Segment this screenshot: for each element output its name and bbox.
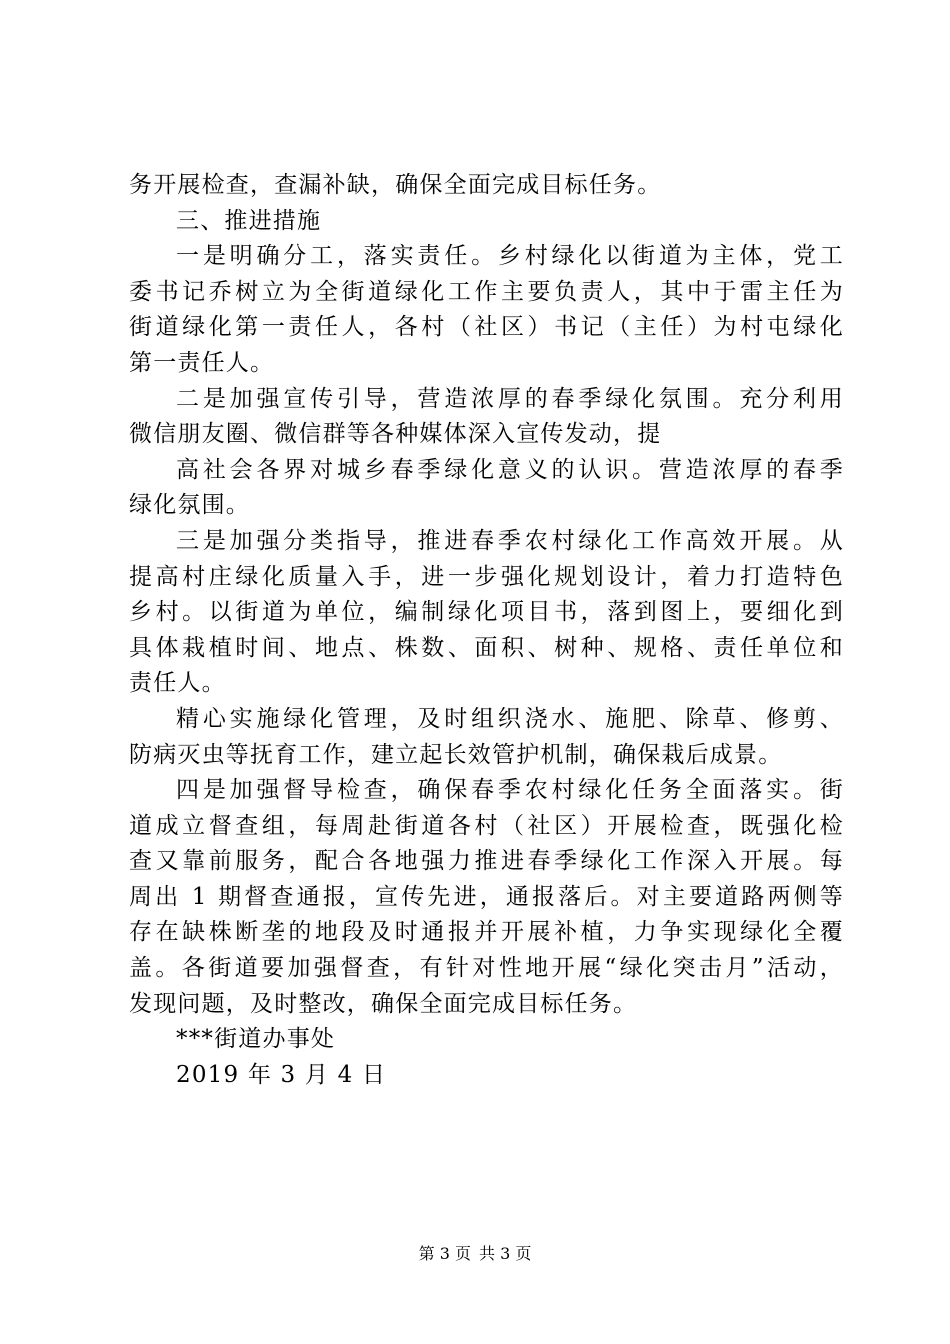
text-line: 道成立督查组，每周赴街道各村（社区）开展检查，既强化检	[129, 812, 844, 839]
text-line: 绿化氛围。	[129, 492, 250, 519]
text-line: 二是加强宣传引导，营造浓厚的春季绿化氛围。充分利用	[176, 385, 844, 412]
text-line: 存在缺株断垄的地段及时通报并开展补植，力争实现绿化全覆	[129, 919, 844, 946]
text-line: 精心实施绿化管理，及时组织浇水、施肥、除草、修剪、	[176, 705, 844, 732]
text-line: 三是加强分类指导，推进春季农村绿化工作高效开展。从	[176, 527, 844, 554]
page-footer	[0, 1244, 950, 1264]
page-number: 第 3 页	[418, 1244, 471, 1263]
text-line: 委书记乔树立为全街道绿化工作主要负责人，其中于雷主任为	[129, 278, 844, 305]
text-line: 四是加强督导检查，确保春季农村绿化任务全面落实。街	[176, 777, 844, 804]
text-line: 微信朋友圈、微信群等各种媒体深入宣传发动，提	[129, 421, 662, 448]
text-line: 盖。各街道要加强督查，有针对性地开展“绿化突击月”活动，	[129, 955, 844, 982]
text-line: 提高村庄绿化质量入手，进一步强化规划设计，着力打造特色	[129, 563, 844, 590]
text-line: 2019 年 3 月 4 日	[176, 1061, 387, 1088]
text-line: 查又靠前服务，配合各地强力推进春季绿化工作深入开展。每	[129, 848, 844, 875]
text-line: 务开展检查，查漏补缺，确保全面完成目标任务。	[129, 172, 662, 198]
text-line: 街道绿化第一责任人，各村（社区）书记（主任）为村屯绿化	[129, 314, 844, 341]
text-line: ***街道办事处	[176, 1026, 336, 1053]
text-line: 具体栽植时间、地点、株数、面积、树种、规格、责任单位和	[129, 634, 844, 661]
text-line: 乡村。以街道为单位，编制绿化项目书，落到图上，要细化到	[129, 599, 844, 626]
text-line: 防病灭虫等抚育工作，建立起长效管护机制，确保栽后成景。	[129, 741, 783, 768]
page-total: 共 3 页	[479, 1244, 532, 1263]
text-line: 发现问题，及时整改，确保全面完成目标任务。	[129, 990, 638, 1017]
text-line: 高社会各界对城乡春季绿化意义的认识。营造浓厚的春季	[176, 456, 844, 483]
document-body	[129, 168, 844, 1093]
text-line: 一是明确分工，落实责任。乡村绿化以街道为主体，党工	[176, 243, 844, 270]
text-line: 三、推进措施	[176, 207, 322, 234]
text-line: 第一责任人。	[129, 349, 275, 376]
text-line: 周出 1 期督查通报，宣传先进，通报落后。对主要道路两侧等	[129, 883, 844, 910]
text-line: 责任人。	[129, 670, 226, 697]
